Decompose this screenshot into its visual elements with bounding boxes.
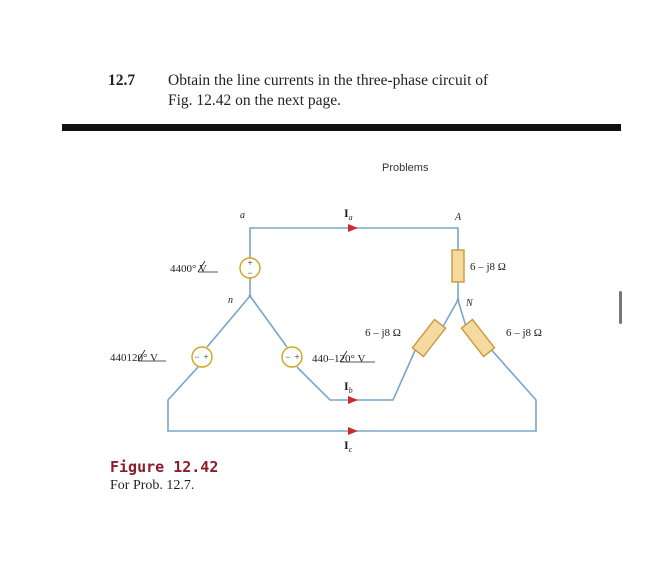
impedance-label-c: 6 – j8 Ω xyxy=(506,327,542,339)
svg-text:+: + xyxy=(203,352,209,362)
node-label-n: n xyxy=(228,295,233,306)
svg-text:−: − xyxy=(285,352,291,362)
svg-text:4400° V: 4400° V xyxy=(170,263,207,275)
source-label-b xyxy=(110,350,166,364)
neutral-node-N xyxy=(457,299,460,302)
node-label-a: a xyxy=(240,210,245,221)
current-label-a: $I_a$ xyxy=(344,206,353,222)
neutral-node-n xyxy=(249,295,252,298)
voltage-source-b xyxy=(192,347,212,367)
node-label-N: N xyxy=(466,298,473,309)
impedance-a xyxy=(452,250,464,282)
figure-caption: For Prob. 12.7. xyxy=(110,478,195,493)
source-label-c xyxy=(312,351,375,365)
current-arrow-a xyxy=(348,224,358,232)
current-label-c: $I_c$ xyxy=(344,438,353,454)
impedance-label-b: 6 – j8 Ω xyxy=(365,327,401,339)
problem-text-line-2: Fig. 12.42 on the next page. xyxy=(168,92,342,109)
current-arrow-c xyxy=(348,427,358,435)
angle-text: 0° xyxy=(186,263,197,275)
impedance-b xyxy=(412,320,445,357)
section-title: Problems xyxy=(382,162,429,174)
scrollbar[interactable] xyxy=(619,291,622,324)
figure-label: Figure 12.42 xyxy=(110,458,219,476)
impedance-label-a: 6 – j8 Ω xyxy=(470,261,506,273)
wire-load-b-upper xyxy=(441,300,458,330)
svg-text:−: − xyxy=(247,268,253,278)
impedance-c xyxy=(461,320,494,357)
svg-text:+: + xyxy=(247,258,253,268)
problem-text-line-1: Obtain the line currents in the three-phase circuit of xyxy=(168,72,489,89)
source-label-a xyxy=(170,261,218,275)
voltage-source-a xyxy=(240,258,260,278)
svg-text:+: + xyxy=(294,352,300,362)
svg-text:440120° V: 440120° V xyxy=(110,352,158,364)
svg-text:440–120° V: 440–120° V xyxy=(312,353,366,365)
svg-text:−: − xyxy=(194,352,200,362)
wire-source-c-arm xyxy=(250,296,287,347)
current-label-b: $I_b$ xyxy=(344,379,353,395)
problem-number: 12.7 xyxy=(108,72,136,89)
node-label-A: A xyxy=(455,212,462,223)
current-arrow-b xyxy=(348,396,358,404)
wire-line-a xyxy=(250,228,458,258)
voltage-source-c xyxy=(282,347,302,367)
